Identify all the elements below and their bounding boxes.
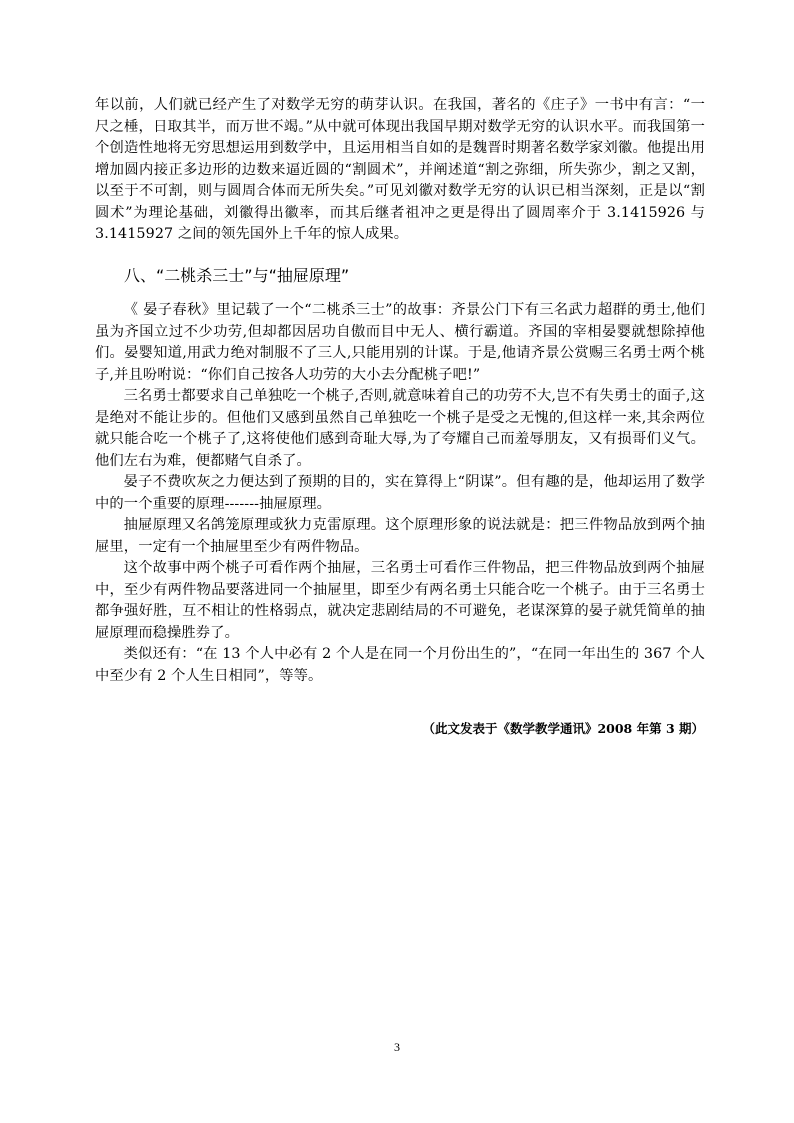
page-number: 3 xyxy=(394,1040,400,1054)
paragraph-story: 《 晏子春秋》里记载了一个“二桃杀三士”的故事：齐景公门下有三名武力超群的勇士,他们虽为齐国立过不少功劳,但却都因居功自傲而目中无人、横行霸道。齐国的宰相晏婴就想除掉他们。晏婴知道,用武力绝对制服不了三人,只能用别的计谋。于是,他请齐景公赏赐三名勇士两个桃子,并且吩咐说：“你们自己按各人功劳的大小去分配桃子吧!” xyxy=(95,302,705,383)
paragraph-examples: 类似还有：“在 13 个人中必有 2 个人是在同一个月份出生的”，“在同一年出生的 367 个人中至少有 2 个人生日相同”，等等。 xyxy=(95,646,705,684)
paragraph-application: 这个故事中两个桃子可看作两个抽屉，三名勇士可看作三件物品，把三件物品放到两个抽屉中，至少有两件物品要落进同一个抽屉里，即至少有两名勇士只能合吃一个桃子。由于三名勇士都争强好胜，互不相让的性格弱点，就决定悲剧结局的不可避免，老谋深算的晏子就凭简单的抽屉原理而稳操胜券了。 xyxy=(95,560,705,641)
paragraph-principle-definition: 抽屉原理又名鸽笼原理或狄力克雷原理。这个原理形象的说法就是：把三件物品放到两个抽屉里，一定有一个抽屉里至少有两件物品。 xyxy=(95,517,705,555)
paragraph-principle-intro: 晏子不费吹灰之力便达到了预期的目的，实在算得上“阴谋”。但有趣的是，他却运用了数学中的一个重要的原理-------抽屉原理。 xyxy=(95,474,705,512)
intro-paragraph: 年以前，人们就已经产生了对数学无穷的萌芽认识。在我国，著名的《庄子》一书中有言：“一尺之棰，日取其半，而万世不竭。”从中就可体现出我国早期对数学无穷的认识水平。而我国第一个创造性地将无穷思想运用到数学中，且运用相当自如的是魏晋时期著名数学家刘徽。他提出用增加圆内接正多边形的边数来逼近圆的“割圆术”，并阐述道“割之弥细，所失弥少，割之又割，以至于不可割，则与圆周合体而无所失矣。”可见刘徽对数学无穷的认识已相当深刻，正是以“割圆术”为理论基础，刘徽得出徽率，而其后继者祖冲之更是得出了圆周率介于 3.1415926 与 3.1415927 之间的领先国外上千年的惊人成果。 xyxy=(95,97,705,242)
section-body xyxy=(95,300,705,687)
paragraph-dilemma: 三名勇士都要求自己单独吃一个桃子,否则,就意味着自己的功劳不大,岂不有失勇士的面子,这是绝对不能让步的。但他们又感到虽然自己单独吃一个桃子是受之无愧的,但这样一来,其余两位就只能合吃一个桃子了,这将使他们感到奇耻大辱,为了夸耀自己而羞辱朋友，又有损哥们义气。他们左右为难，便都赌气自杀了。 xyxy=(95,388,705,469)
section-heading: 八、“二桃杀三士”与“抽屉原理” xyxy=(124,266,350,285)
intro-text-block xyxy=(95,95,705,246)
publication-note: （此文发表于《数学教学通讯》2008 年第 3 期） xyxy=(422,721,704,736)
